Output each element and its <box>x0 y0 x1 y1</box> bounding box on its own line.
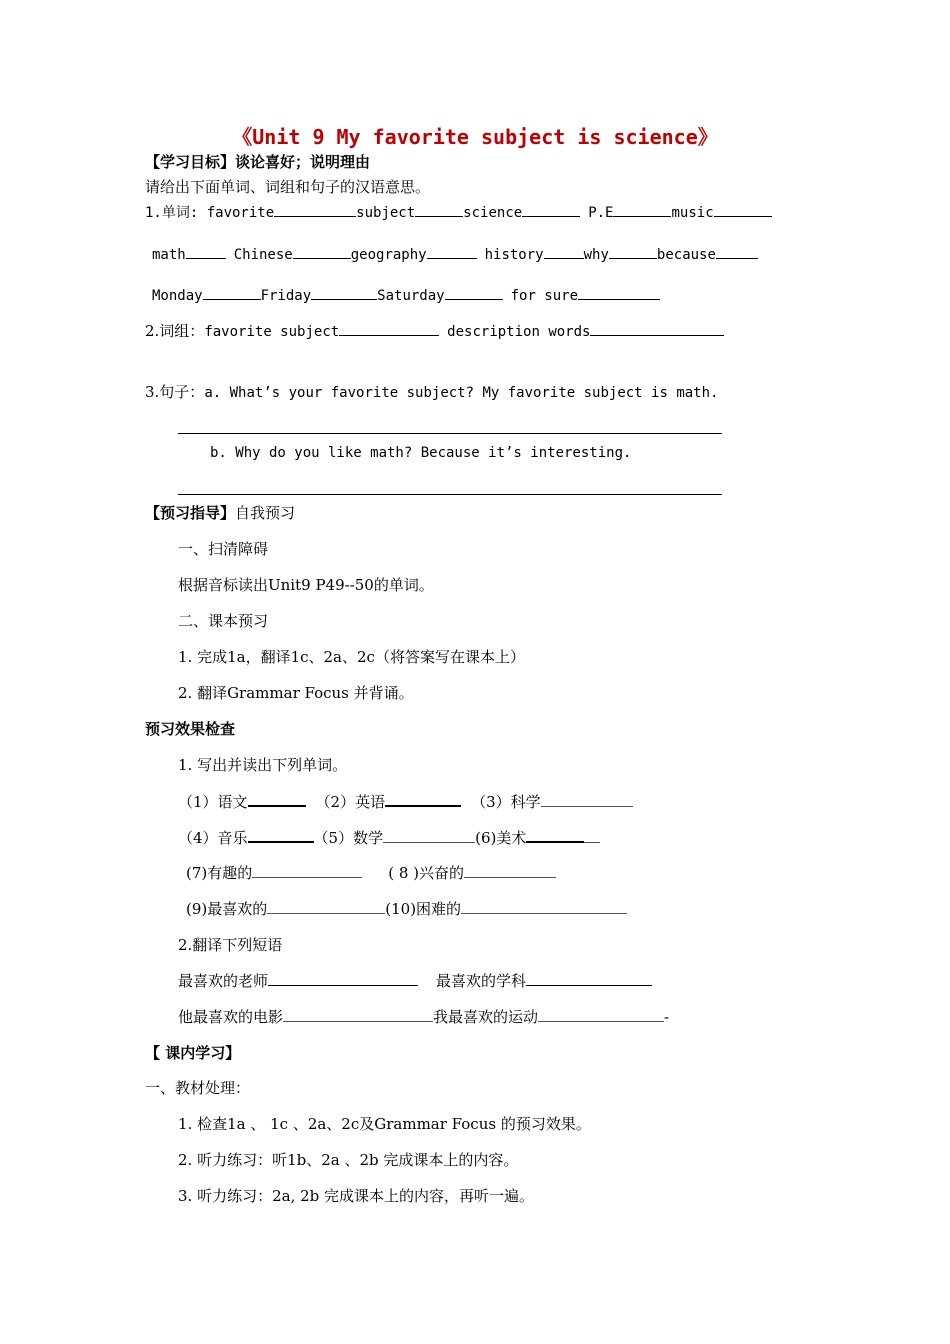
answer-blank[interactable] <box>445 285 503 300</box>
inclass-item-1: 1. 检查1a 、 1c 、2a、2c及Grammar Focus 的预习效果。 <box>178 1115 591 1133</box>
learning-goal-label: 【学习目标】 <box>145 153 236 171</box>
phrase: description words <box>447 324 591 340</box>
preview-section-1-text: 根据音标读出Unit9 P49--50的单词。 <box>178 576 434 594</box>
word: Chinese <box>233 247 293 263</box>
check-phrase: 我最喜欢的运动 <box>433 1008 539 1026</box>
check-word: （3）科学 <box>471 793 541 811</box>
sentence-a: a. What’s your favorite subject? My favorite subject is math. <box>204 385 719 401</box>
answer-blank[interactable] <box>427 244 477 259</box>
instruction: 请给出下面单词、词组和句子的汉语意思。 <box>145 178 431 196</box>
words-row-3 <box>152 285 660 306</box>
phrases-row <box>145 321 724 342</box>
word: science <box>463 205 523 221</box>
word: Monday <box>152 288 203 304</box>
preview-label: 【预习指导】 <box>145 504 236 522</box>
answer-blank[interactable] <box>544 244 584 259</box>
preview-text: 自我预习 <box>235 504 296 522</box>
check-heading: 预习效果检查 <box>145 720 236 738</box>
answer-blank[interactable] <box>248 827 314 843</box>
answer-blank[interactable] <box>252 863 362 878</box>
answer-line-a[interactable] <box>178 433 722 434</box>
page-title: 《Unit 9 My favorite subject is science》 <box>232 125 718 149</box>
answer-blank[interactable] <box>267 899 385 914</box>
word: math <box>152 247 186 263</box>
learning-goal-text: 谈论喜好；说明理由 <box>235 153 371 171</box>
phrases-label: 2.词组： <box>145 322 205 340</box>
word: music <box>671 205 714 221</box>
answer-blank[interactable] <box>464 863 556 878</box>
sentences-label: 3.句子： <box>145 383 205 401</box>
answer-blank[interactable] <box>415 202 463 217</box>
word: favorite <box>206 205 275 221</box>
word: Saturday <box>377 288 445 304</box>
check-word: （1）语文 <box>178 793 248 811</box>
check-item-2: 2.翻译下列短语 <box>178 936 283 954</box>
answer-blank[interactable] <box>203 285 261 300</box>
check-word: （5）数学 <box>313 829 384 847</box>
sentence-b: b. Why do you like math? Because it’s interesting. <box>210 445 632 461</box>
answer-blank[interactable] <box>526 971 652 986</box>
preview-item-2: 2. 翻译Grammar Focus 并背诵。 <box>178 684 414 702</box>
check-words-row-4 <box>186 899 627 919</box>
preview-section-1: 一、扫清障碍 <box>178 540 269 558</box>
preview-section-2: 二、课本预习 <box>178 612 269 630</box>
answer-blank[interactable] <box>613 202 671 217</box>
answer-blank[interactable] <box>186 244 226 259</box>
inclass-label: 【 课内学习】 <box>145 1044 241 1062</box>
word: P.E <box>588 205 614 221</box>
word: geography <box>350 247 427 263</box>
check-word: （2）英语 <box>315 793 386 811</box>
answer-blank[interactable] <box>590 321 724 336</box>
check-phrases-row-2 <box>178 1007 669 1027</box>
answer-blank[interactable] <box>714 202 772 217</box>
inclass-item-2: 2. 听力练习：听1b、2a 、2b 完成课本上的内容。 <box>178 1151 519 1169</box>
word: for sure <box>510 288 579 304</box>
check-phrase: 他最喜欢的电影 <box>178 1008 284 1026</box>
inclass-item-3: 3. 听力练习：2a, 2b 完成课本上的内容，再听一遍。 <box>178 1187 535 1205</box>
check-word: (6)美术 <box>475 829 527 847</box>
phrase: favorite subject <box>204 324 340 340</box>
answer-blank[interactable] <box>283 1007 433 1022</box>
answer-blank[interactable] <box>461 899 627 914</box>
answer-blank[interactable] <box>293 244 351 259</box>
learning-goal <box>145 152 370 172</box>
word: why <box>583 247 609 263</box>
answer-blank[interactable] <box>716 244 758 259</box>
check-word: (7)有趣的 <box>186 864 253 882</box>
word: history <box>484 247 544 263</box>
answer-blank[interactable] <box>274 202 356 217</box>
answer-blank[interactable] <box>522 202 580 217</box>
word: because <box>656 247 716 263</box>
check-word: ( 8 )兴奋的 <box>388 864 465 882</box>
answer-blank[interactable] <box>538 1007 664 1022</box>
answer-blank[interactable] <box>268 971 418 986</box>
words-label: 1.单词: <box>145 205 207 221</box>
answer-blank[interactable] <box>584 828 600 843</box>
preview-guide <box>145 503 295 523</box>
answer-blank[interactable] <box>248 791 306 807</box>
check-word: (9)最喜欢的 <box>186 900 268 918</box>
answer-blank[interactable] <box>526 827 584 843</box>
sentence-a-row <box>145 382 718 403</box>
check-phrase: 最喜欢的老师 <box>178 972 269 990</box>
answer-blank[interactable] <box>541 792 633 807</box>
answer-line-b[interactable] <box>178 494 722 495</box>
trailing-dash: - <box>664 1008 670 1026</box>
check-phrase: 最喜欢的学科 <box>436 972 527 990</box>
check-words-row-1 <box>178 791 633 812</box>
answer-blank[interactable] <box>385 791 461 807</box>
check-word: (10)困难的 <box>385 900 462 918</box>
answer-blank[interactable] <box>578 285 660 300</box>
check-words-row-3 <box>186 863 556 883</box>
word: subject <box>356 205 416 221</box>
words-row-1 <box>145 202 772 223</box>
word: Friday <box>260 288 312 304</box>
answer-blank[interactable] <box>339 321 439 336</box>
answer-blank[interactable] <box>383 828 475 843</box>
check-word: （4）音乐 <box>178 829 248 847</box>
words-row-2 <box>152 244 758 265</box>
answer-blank[interactable] <box>311 285 377 300</box>
check-words-row-2 <box>178 827 600 848</box>
inclass-section-1: 一、教材处理： <box>145 1079 251 1097</box>
check-phrases-row-1 <box>178 971 652 991</box>
answer-blank[interactable] <box>609 244 657 259</box>
check-item-1: 1. 写出并读出下列单词。 <box>178 756 348 774</box>
preview-item-1: 1. 完成1a，翻译1c、2a、2c（将答案写在课本上） <box>178 648 525 666</box>
